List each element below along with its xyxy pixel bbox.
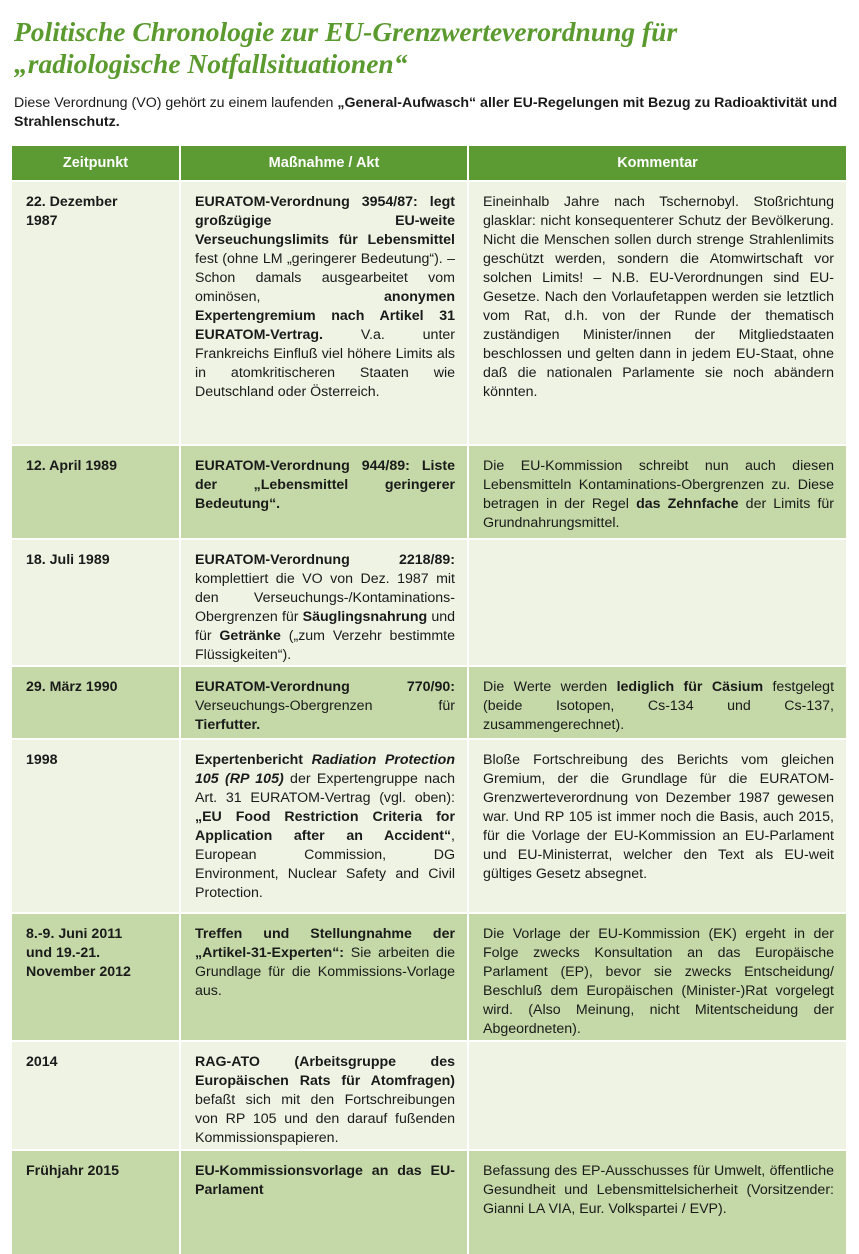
- cell-measure: [180, 1041, 468, 1150]
- comment-segment: Eineinhalb Jahre nach Tschernobyl. Stoßrichtung glasklar: nicht konsequenterer Schutz der Bevölkerung. Nicht die Menschen sollen durch strenge Strahlenlimits geschützt werden, sondern die Atomwirtschaft vor solchen Limits! – N.B. EU-Verordnungen sind EU-Gesetze. Nach den Vorlaufetappen werden sie letztlich vom Rat, d.h. von der Runde der thematisch zuständigen Minister/innen der Mitgliedstaaten beschlossen und gelten dann in jedem EU-Staat, ohne daß die nationalen Parlamente sie noch abändern könnten.: [483, 194, 838, 400]
- measure-segment: anonymen Expertengremium nach Artikel 31 EURATOM-Vertrag.: [195, 289, 459, 343]
- cell-measure: [180, 1150, 468, 1254]
- date-text: 12. April 1989: [26, 458, 117, 474]
- title-line-1: Politische Chronologie zur EU-Grenzwerteverordnung für: [14, 16, 678, 47]
- measure-segment: Verseuchungs-Obergrenzen für: [195, 679, 459, 714]
- cell-comment: [468, 1041, 846, 1150]
- table-row: [12, 1150, 846, 1254]
- table-row: [12, 181, 846, 445]
- intro-text-plain: Diese Verordnung (VO) gehört zu einem laufenden: [14, 95, 338, 111]
- measure-text: [195, 925, 459, 1001]
- date-text: Frühjahr 2015: [26, 1163, 120, 1179]
- measure-segment: Säuglingsnahrung: [302, 609, 428, 625]
- comment-text: [483, 457, 838, 533]
- cell-comment: [468, 913, 846, 1041]
- measure-segment: („zum Verzehr bestimmte Flüssigkeiten“).: [195, 628, 459, 663]
- measure-text: [195, 751, 459, 903]
- measure-segment: und für: [195, 609, 459, 644]
- measure-text: [195, 1162, 455, 1200]
- measure-segment: EU-Kommissionsvorlage an das EU-Parlament: [195, 1163, 455, 1198]
- page-title: [14, 16, 854, 80]
- measure-segment: , European Commission, DG Environment, Nuclear Safety and Civil Protection.: [195, 828, 459, 901]
- measure-segment: der Expertengruppe nach Art. 31 EURATOM-Vertrag (vgl. oben):: [195, 771, 459, 806]
- measure-text: [195, 457, 459, 514]
- measure-segment: RAG-ATO (Arbeitsgruppe des Europäischen Rats für Atomfragen): [195, 1054, 459, 1089]
- measure-segment: EURATOM-Verordnung 2218/89:: [195, 552, 455, 568]
- measure-segment: befaßt sich mit den Fortschreibungen von RP 105 und den darauf fußenden Kommissionspapieren.: [195, 1073, 459, 1146]
- comment-segment: Die EU-Kommission schreibt nun auch diesen Lebensmitteln Kontaminations-Obergrenzen zu. Diese betragen in der Regel: [483, 458, 838, 512]
- comment-text: [483, 678, 838, 735]
- date-text: 8.-9. Juni 2011 und 19.-21. November 2012: [26, 926, 131, 980]
- cell-date: [12, 181, 180, 445]
- comment-segment: Die Vorlage der EU-Kommission (EK) ergeht in der Folge zwecks Konsultation an das Europäische Parlament (EP), bevor sie zwecks Entscheidung/ Beschluß dem Europäischen (Minister-)Rat vorgelegt wird. (Also Meinung, nicht Mitentscheidung der Abgeordneten).: [483, 926, 838, 1037]
- table-header-row: [12, 146, 846, 181]
- measure-segment: Getränke: [219, 628, 281, 644]
- date-text: 18. Juli 1989: [26, 552, 110, 568]
- comment-text: [483, 1162, 838, 1219]
- comment-text: [483, 925, 838, 1039]
- title-line-2: „radiologische Notfallsituationen“: [14, 48, 408, 79]
- comment-segment: das Zehnfache: [636, 496, 739, 512]
- table-row: [12, 445, 846, 539]
- cell-date: [12, 913, 180, 1041]
- cell-comment: [468, 1150, 846, 1254]
- measure-segment: V.a. unter Frankreichs Einfluß viel höhere Limits als in atomkritischeren Staaten wie Deutschland oder Österreich.: [195, 327, 459, 400]
- cell-comment: [468, 739, 846, 913]
- table-row: [12, 539, 846, 666]
- table-row: [12, 739, 846, 913]
- comment-segment: Die Werte werden: [483, 679, 617, 695]
- date-text: 29. März 1990: [26, 679, 118, 695]
- comment-segment: der Limits für Grundnahrungsmittel.: [483, 496, 838, 531]
- cell-date: [12, 739, 180, 913]
- measure-segment: komplettiert die VO von Dez. 1987 mit den Verseuchungs-/Kontaminations-Obergrenzen für: [195, 552, 459, 625]
- cell-measure: [180, 913, 468, 1041]
- table-row: [12, 913, 846, 1041]
- cell-measure: [180, 445, 468, 539]
- intro-text-bold: „General-Aufwasch“ aller EU-Regelungen mit Bezug zu Radioaktivität und Strahlenschutz.: [14, 95, 842, 130]
- measure-segment: Expertenbericht: [195, 752, 312, 768]
- cell-date: [12, 539, 180, 666]
- intro-text: [14, 94, 854, 132]
- date-text: 1998: [26, 752, 58, 768]
- date-text: 2014: [26, 1054, 58, 1070]
- cell-comment: [468, 539, 846, 666]
- measure-segment: EURATOM-Verordnung 3954/87: legt großzügige EU-weite Verseuchungslimits für Lebensmittel: [195, 194, 459, 248]
- comment-segment: Bloße Fortschreibung des Berichts vom gleichen Gremium, der die Grundlage für die EURATOM-Grenzwerteverordnung von Dezember 1987 gewesen war. Und RP 105 ist immer noch die Basis, auch 2015, für die Vorlage der EU-Kommission an EU-Parlament und EU-Ministerrat, welcher den Text als EU-weit gültiges Gesetz absegnet.: [483, 752, 838, 882]
- cell-date: [12, 666, 180, 739]
- cell-measure: [180, 539, 468, 666]
- cell-measure: [180, 181, 468, 445]
- cell-measure: [180, 666, 468, 739]
- header-kommentar: Kommentar: [468, 146, 846, 181]
- measure-text: [195, 193, 459, 402]
- date-text: 22. Dezember 1987: [26, 194, 118, 229]
- measure-text: [195, 551, 459, 665]
- table-row: [12, 666, 846, 739]
- comment-segment: festgelegt (beide Isotopen, Cs-134 und Cs-137, zusammengerechnet).: [483, 679, 838, 733]
- measure-segment: EURATOM-Verordnung 944/89: Liste der „Lebensmittel geringerer Bedeutung“.: [195, 458, 459, 512]
- cell-measure: [180, 739, 468, 913]
- measure-segment: Sie arbeiten die Grundlage für die Kommissions-Vorlage aus.: [195, 945, 459, 999]
- cell-comment: [468, 445, 846, 539]
- cell-comment: [468, 181, 846, 445]
- cell-date: [12, 445, 180, 539]
- comment-segment: Befassung des EP-Ausschusses für Umwelt, öffentliche Gesundheit und Lebensmittelsicherheit (Vorsitzender: Gianni LA VIA, Eur. Volkspartei / EVP).: [483, 1163, 838, 1217]
- measure-segment: EURATOM-Verordnung 770/90:: [195, 679, 455, 695]
- measure-text: [195, 678, 459, 735]
- measure-segment: Treffen und Stellungnahme der „Artikel-31-Experten“:: [195, 926, 459, 961]
- cell-comment: [468, 666, 846, 739]
- comment-text: [483, 751, 838, 884]
- comment-segment: lediglich für Cäsium: [616, 679, 764, 695]
- header-massnahme: Maßnahme / Akt: [180, 146, 468, 181]
- measure-segment: fest (ohne LM „geringerer Bedeutung“). – Schon damals ausgearbeitet vom ominösen,: [195, 232, 459, 305]
- comment-text: [483, 193, 838, 402]
- measure-segment: Tierfutter.: [195, 717, 261, 733]
- cell-date: [12, 1041, 180, 1150]
- table-row: [12, 1041, 846, 1150]
- cell-date: [12, 1150, 180, 1254]
- header-zeitpunkt: Zeitpunkt: [12, 146, 180, 181]
- measure-text: [195, 1053, 459, 1148]
- chronology-table: [12, 146, 846, 1254]
- measure-segment: „EU Food Restriction Criteria for Application after an Accident“: [195, 809, 459, 844]
- measure-segment: Radiation Protection 105 (RP 105): [195, 752, 459, 787]
